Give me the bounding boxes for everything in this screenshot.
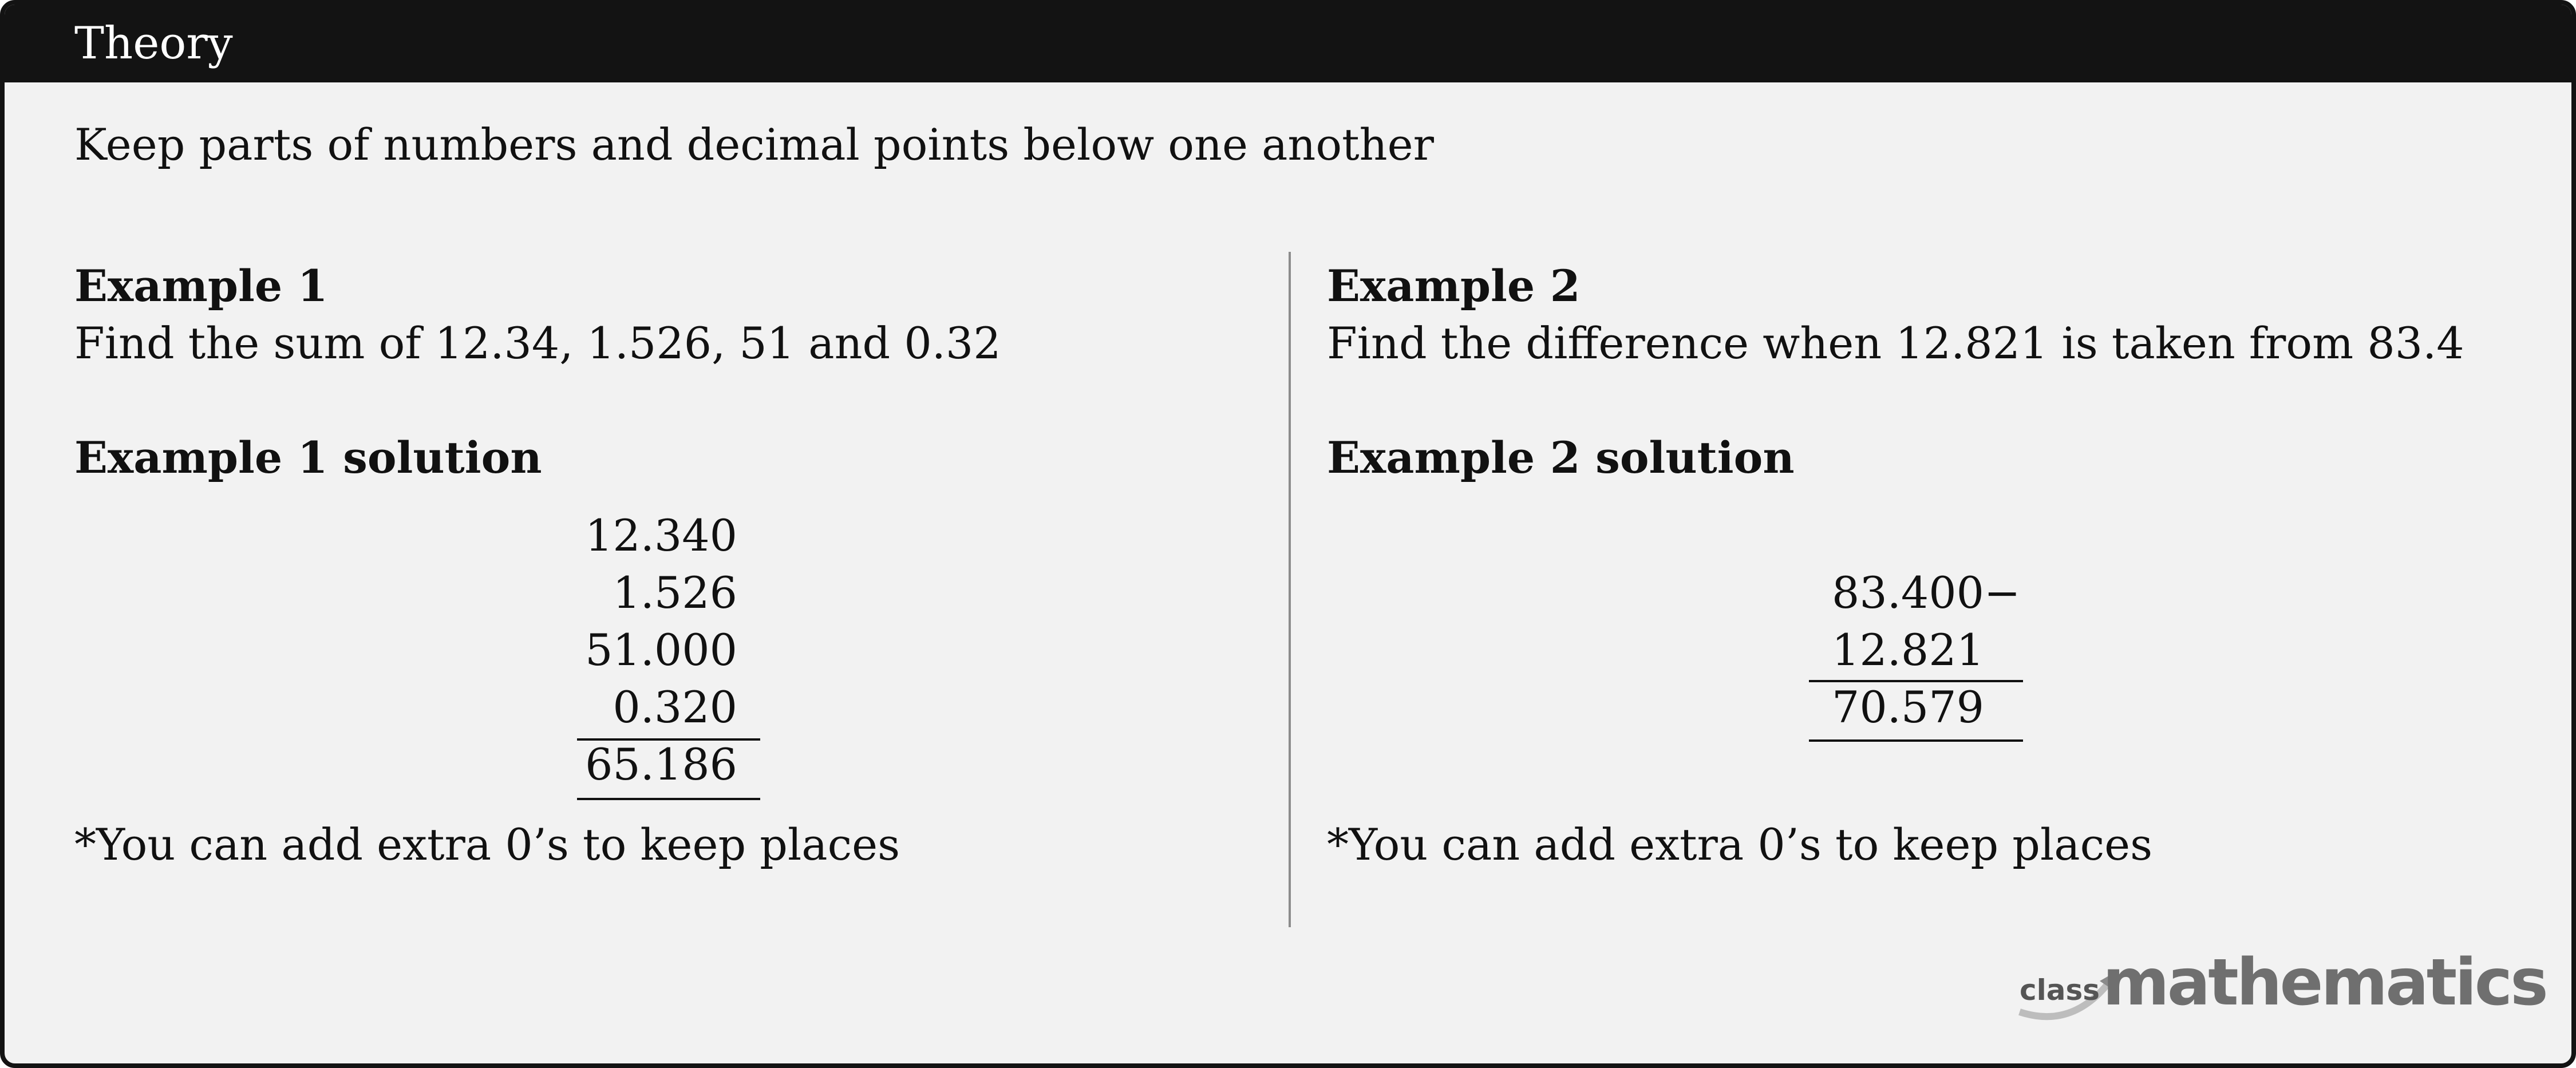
addend-4: 0.320 — [613, 682, 737, 733]
classmathematics-logo — [2008, 943, 2546, 1029]
header-title: Theory — [74, 18, 233, 69]
logo-word: mathematics — [2103, 946, 2546, 1020]
example-2-heading: Example 2 — [1327, 260, 1581, 311]
addend-3: 51.000 — [585, 624, 737, 675]
minuend: 83.400− — [1832, 567, 2021, 618]
example-1-note: *You can add extra 0’s to keep places — [74, 819, 900, 870]
card-header — [5, 5, 2571, 82]
intro-text: Keep parts of numbers and decimal points below one another — [74, 119, 1434, 170]
subtrahend: 12.821 — [1832, 624, 1984, 675]
logo-prefix: class — [2020, 974, 2100, 1007]
addend-2: 1.526 — [613, 567, 737, 618]
sum-rule-bottom — [577, 798, 760, 800]
difference-result: 70.579 — [1832, 682, 1984, 733]
example-1-question: Find the sum of 12.34, 1.526, 51 and 0.32 — [74, 318, 1001, 369]
example-2-solution-heading: Example 2 solution — [1327, 432, 1795, 483]
example-2-question: Find the difference when 12.821 is taken from 83.4 — [1327, 318, 2464, 369]
difference-rule-bottom — [1809, 739, 2023, 742]
example-1-heading: Example 1 — [74, 260, 328, 311]
example-2-note: *You can add extra 0’s to keep places — [1327, 819, 2153, 870]
addend-1: 12.340 — [585, 510, 737, 561]
sum-result: 65.186 — [585, 739, 737, 790]
column-divider — [1289, 252, 1291, 927]
example-1-solution-heading: Example 1 solution — [74, 432, 542, 483]
